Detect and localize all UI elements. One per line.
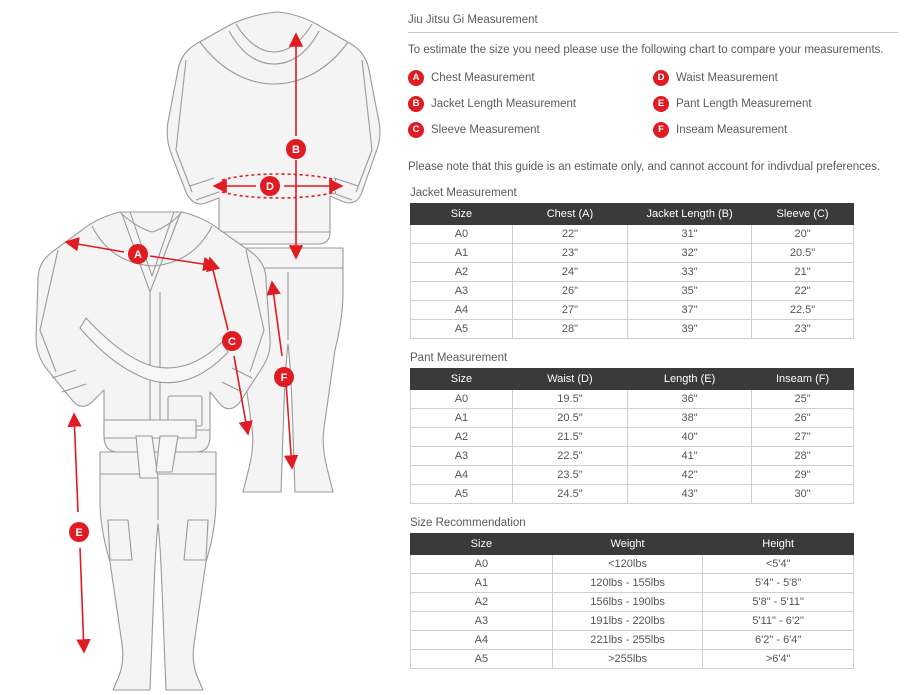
size-recommendation-caption: Size Recommendation — [410, 517, 526, 529]
cell-inseam: 26" — [752, 409, 854, 428]
col-size: Size — [411, 204, 513, 225]
cell-weight: 221lbs - 255lbs — [552, 631, 703, 650]
intro-text: To estimate the size you need please use the following chart to compare your measurements. — [408, 44, 884, 56]
cell-size: A5 — [411, 485, 513, 504]
legend-badge-e-icon: E — [653, 96, 669, 112]
jacket-measurement-table — [410, 203, 854, 339]
legend-label-waist: Waist Measurement — [676, 72, 778, 84]
cell-size: A1 — [411, 244, 513, 263]
table-row — [411, 390, 854, 409]
table-row — [411, 593, 854, 612]
legend-badge-f-icon: F — [653, 122, 669, 138]
cell-size: A0 — [411, 390, 513, 409]
cell-jacket-length: 33" — [628, 263, 752, 282]
svg-text:B: B — [292, 144, 300, 156]
cell-length: 41" — [628, 447, 752, 466]
col-height: Height — [703, 534, 854, 555]
cell-jacket-length: 39" — [628, 320, 752, 339]
cell-height: 5'8" - 5'11" — [703, 593, 854, 612]
cell-chest: 22" — [512, 225, 627, 244]
col-jacket-length: Jacket Length (B) — [628, 204, 752, 225]
cell-size: A0 — [411, 225, 513, 244]
cell-weight: >255lbs — [552, 650, 703, 669]
col-size: Size — [411, 534, 553, 555]
table-row — [411, 612, 854, 631]
cell-inseam: 25" — [752, 390, 854, 409]
cell-size: A2 — [411, 428, 513, 447]
col-length: Length (E) — [628, 369, 752, 390]
cell-size: A3 — [411, 447, 513, 466]
cell-size: A0 — [411, 555, 553, 574]
cell-length: 43" — [628, 485, 752, 504]
cell-chest: 26" — [512, 282, 627, 301]
pant-table-caption: Pant Measurement — [410, 352, 508, 364]
table-row — [411, 225, 854, 244]
cell-chest: 23" — [512, 244, 627, 263]
table-header-row — [411, 204, 854, 225]
table-row — [411, 574, 854, 593]
table-row — [411, 485, 854, 504]
cell-inseam: 27" — [752, 428, 854, 447]
cell-height: >6'4" — [703, 650, 854, 669]
legend-label-chest: Chest Measurement — [431, 72, 535, 84]
svg-text:D: D — [266, 181, 274, 193]
cell-size: A4 — [411, 466, 513, 485]
cell-sleeve: 23" — [752, 320, 854, 339]
table-row — [411, 409, 854, 428]
cell-waist: 20.5" — [512, 409, 627, 428]
cell-height: <5'4" — [703, 555, 854, 574]
svg-text:A: A — [134, 249, 142, 261]
table-row — [411, 263, 854, 282]
table-row — [411, 301, 854, 320]
legend-label-inseam: Inseam Measurement — [676, 124, 788, 136]
cell-size: A5 — [411, 320, 513, 339]
page-title: Jiu Jitsu Gi Measurement — [408, 14, 538, 26]
size-recommendation-table — [410, 533, 854, 669]
cell-jacket-length: 31" — [628, 225, 752, 244]
cell-waist: 24.5" — [512, 485, 627, 504]
cell-inseam: 30" — [752, 485, 854, 504]
cell-size: A4 — [411, 301, 513, 320]
cell-chest: 27" — [512, 301, 627, 320]
legend-label-jacket-length: Jacket Length Measurement — [431, 98, 577, 110]
legend-item-chest — [408, 70, 653, 86]
col-weight: Weight — [552, 534, 703, 555]
gi-illustration — [0, 0, 400, 695]
cell-size: A1 — [411, 574, 553, 593]
cell-sleeve: 20.5" — [752, 244, 854, 263]
cell-size: A4 — [411, 631, 553, 650]
legend-label-sleeve: Sleeve Measurement — [431, 124, 540, 136]
cell-weight: 191lbs - 220lbs — [552, 612, 703, 631]
legend-item-sleeve — [408, 122, 653, 138]
cell-sleeve: 21" — [752, 263, 854, 282]
legend-item-pant-length — [653, 96, 898, 112]
cell-weight: 120lbs - 155lbs — [552, 574, 703, 593]
cell-size: A3 — [411, 282, 513, 301]
col-sleeve: Sleeve (C) — [752, 204, 854, 225]
table-row — [411, 631, 854, 650]
cell-waist: 22.5" — [512, 447, 627, 466]
cell-size: A5 — [411, 650, 553, 669]
cell-size: A2 — [411, 593, 553, 612]
legend-badge-d-icon: D — [653, 70, 669, 86]
cell-length: 38" — [628, 409, 752, 428]
disclaimer-text: Please note that this guide is an estimate only, and cannot account for indivdual preferences. — [408, 161, 881, 173]
cell-waist: 21.5" — [512, 428, 627, 447]
cell-chest: 24" — [512, 263, 627, 282]
cell-sleeve: 22.5" — [752, 301, 854, 320]
table-header-row — [411, 534, 854, 555]
cell-inseam: 28" — [752, 447, 854, 466]
table-row — [411, 650, 854, 669]
cell-size: A3 — [411, 612, 553, 631]
jacket-table-caption: Jacket Measurement — [410, 187, 517, 199]
legend-label-pant-length: Pant Length Measurement — [676, 98, 812, 110]
cell-weight: <120lbs — [552, 555, 703, 574]
cell-jacket-length: 35" — [628, 282, 752, 301]
col-size: Size — [411, 369, 513, 390]
svg-text:F: F — [280, 372, 288, 384]
table-row — [411, 447, 854, 466]
cell-height: 5'4" - 5'8" — [703, 574, 854, 593]
legend-list — [408, 70, 898, 148]
svg-text:C: C — [228, 336, 236, 348]
cell-waist: 19.5" — [512, 390, 627, 409]
cell-chest: 28" — [512, 320, 627, 339]
legend-badge-b-icon: B — [408, 96, 424, 112]
cell-height: 5'11" - 6'2" — [703, 612, 854, 631]
table-row — [411, 555, 854, 574]
cell-length: 42" — [628, 466, 752, 485]
table-row — [411, 282, 854, 301]
cell-jacket-length: 37" — [628, 301, 752, 320]
legend-badge-c-icon: C — [408, 122, 424, 138]
cell-size: A2 — [411, 263, 513, 282]
table-row — [411, 320, 854, 339]
col-chest: Chest (A) — [512, 204, 627, 225]
col-waist: Waist (D) — [512, 369, 627, 390]
cell-size: A1 — [411, 409, 513, 428]
legend-item-waist — [653, 70, 898, 86]
pant-measurement-table — [410, 368, 854, 504]
cell-weight: 156lbs - 190lbs — [552, 593, 703, 612]
table-row — [411, 244, 854, 263]
cell-length: 40" — [628, 428, 752, 447]
cell-length: 36" — [628, 390, 752, 409]
cell-sleeve: 20" — [752, 225, 854, 244]
cell-inseam: 29" — [752, 466, 854, 485]
title-divider — [408, 32, 898, 33]
cell-waist: 23.5" — [512, 466, 627, 485]
legend-item-jacket-length — [408, 96, 653, 112]
cell-sleeve: 22" — [752, 282, 854, 301]
table-row — [411, 466, 854, 485]
cell-jacket-length: 32" — [628, 244, 752, 263]
cell-height: 6'2" - 6'4" — [703, 631, 854, 650]
table-header-row — [411, 369, 854, 390]
measurement-info-panel — [404, 0, 904, 695]
svg-text:E: E — [75, 527, 83, 539]
col-inseam: Inseam (F) — [752, 369, 854, 390]
legend-item-inseam — [653, 122, 898, 138]
table-row — [411, 428, 854, 447]
legend-badge-a-icon: A — [408, 70, 424, 86]
